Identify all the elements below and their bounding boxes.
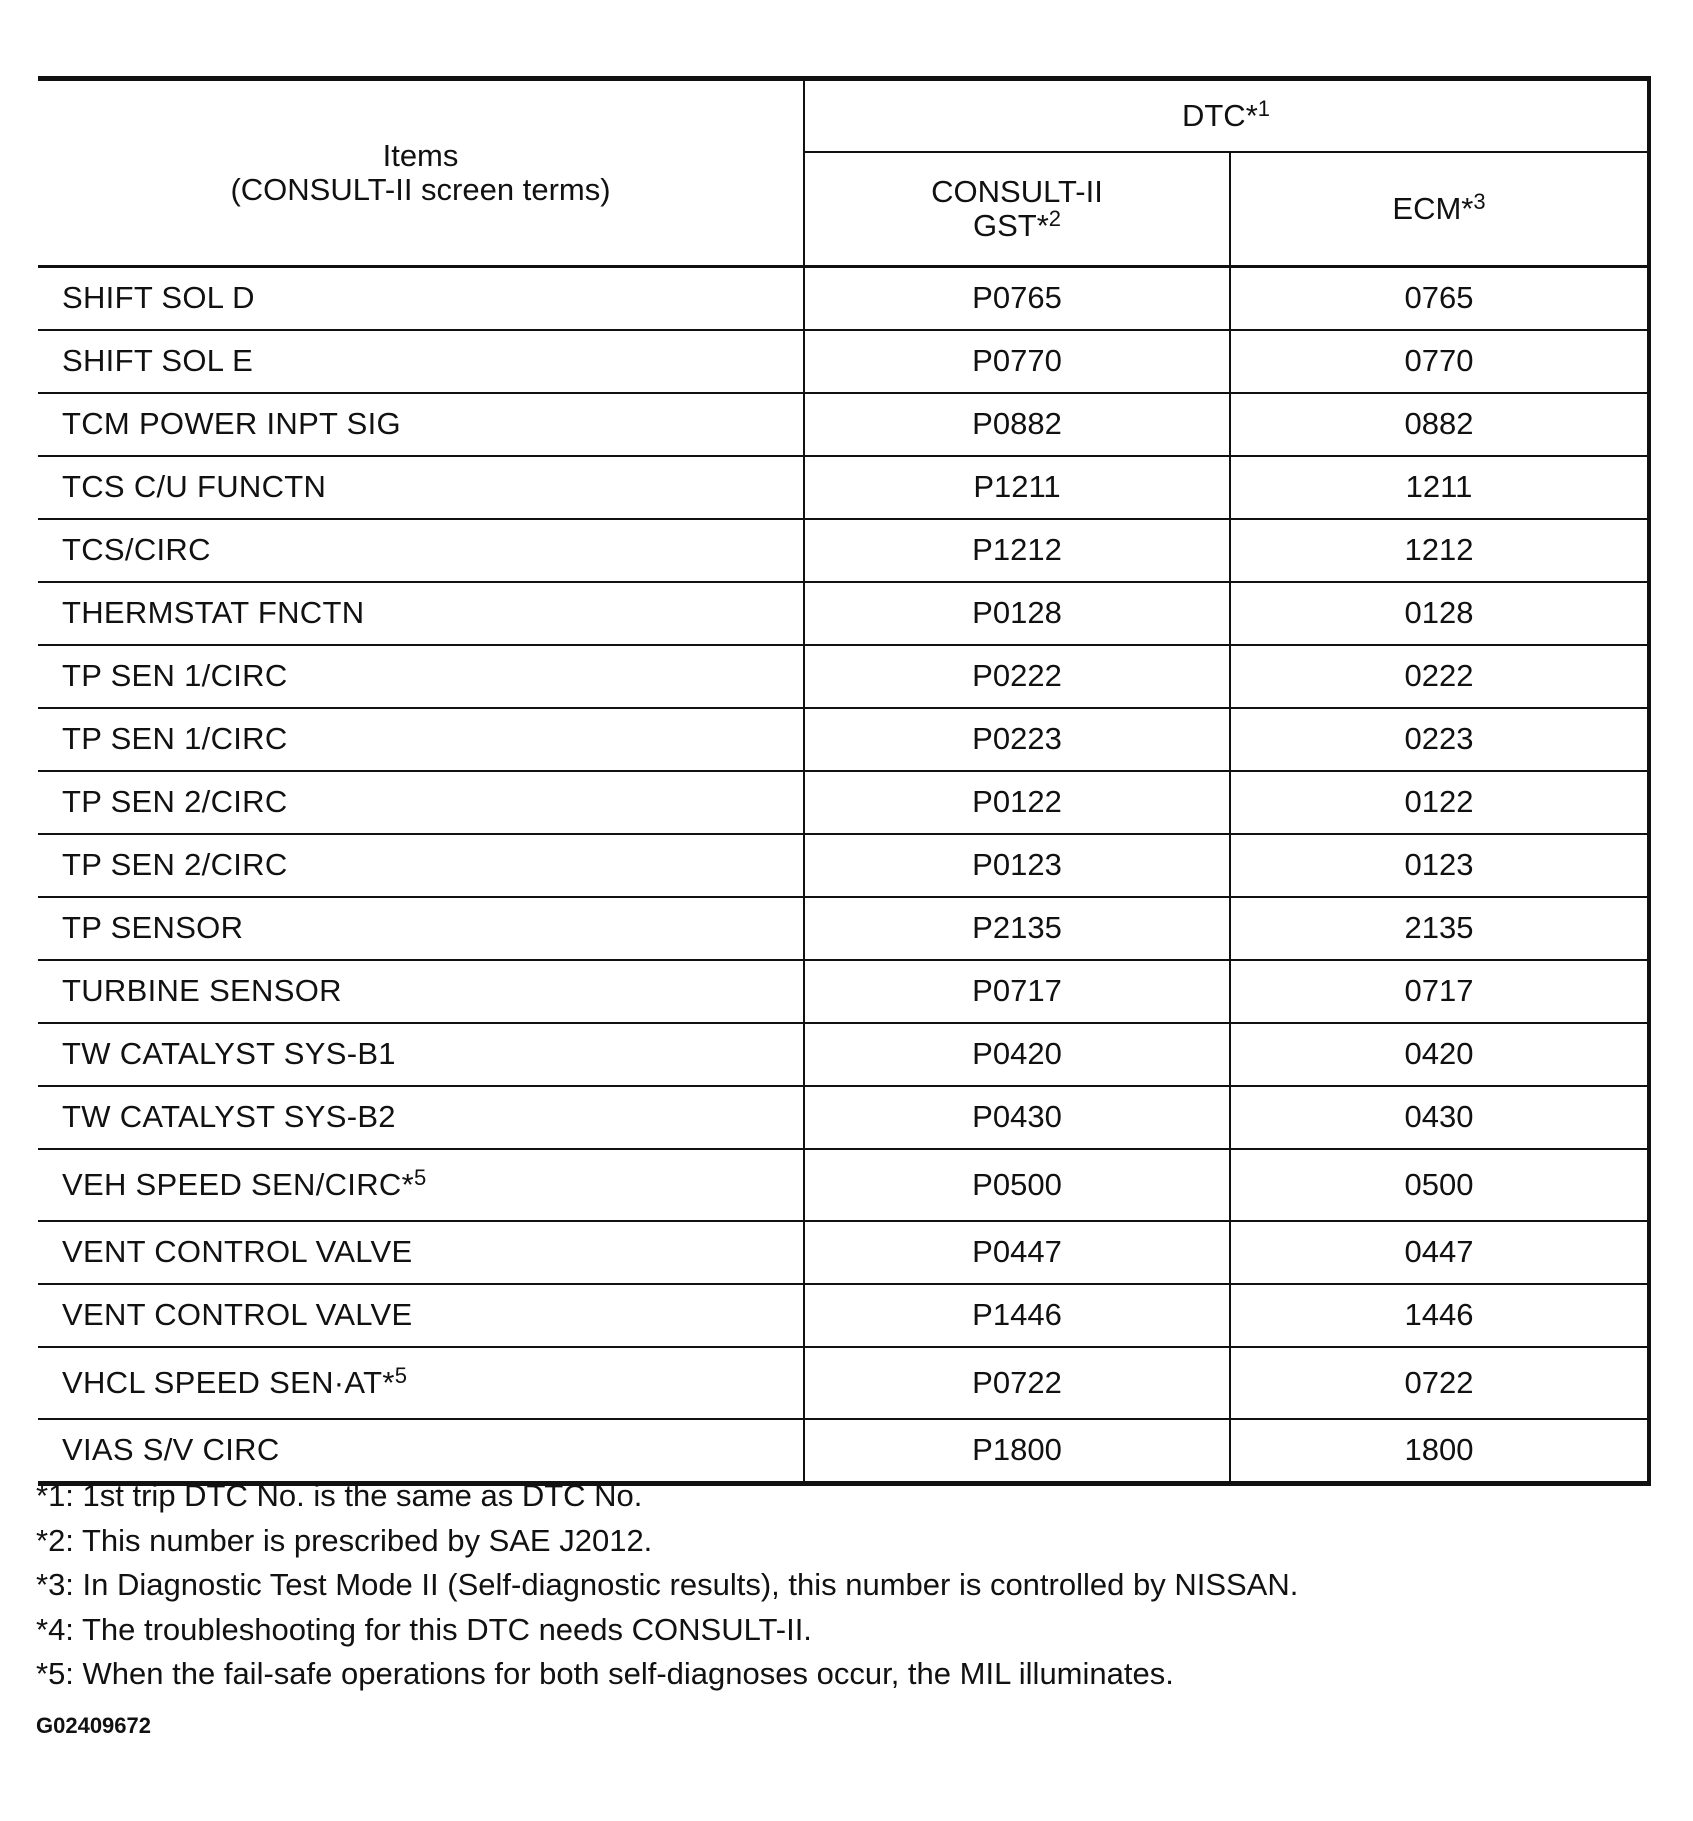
consult-gst-code: P0770 (804, 330, 1230, 393)
footnote-2: *2: This number is prescribed by SAE J2012. (36, 1522, 653, 1558)
table-row (38, 1149, 1649, 1221)
item-label: TW CATALYST SYS-B2 (62, 1099, 396, 1135)
ecm-code: 0123 (1230, 834, 1649, 897)
table-row (38, 456, 1649, 519)
item-label: TP SEN 1/CIRC (62, 721, 288, 757)
item-cell (38, 1149, 804, 1221)
consult-gst-code: P0500 (804, 1149, 1230, 1221)
item-footnote-marker: 5 (413, 1164, 427, 1190)
item-label: TCM POWER INPT SIG (62, 406, 401, 442)
ecm-code: 1212 (1230, 519, 1649, 582)
item-cell (38, 771, 804, 834)
items-header-line1: Items (382, 137, 459, 173)
item-label: THERMSTAT FNCTN (62, 595, 365, 631)
item-label: SHIFT SOL E (62, 343, 254, 379)
item-label: TP SEN 2/CIRC (62, 784, 288, 820)
dtc-table (38, 76, 1651, 1486)
footnote-1: *1: 1st trip DTC No. is the same as DTC No. (36, 1478, 643, 1513)
ecm-code: 0765 (1230, 267, 1649, 331)
footnote-3: *3: In Diagnostic Test Mode II (Self-diagnostic results), this number is controlled by NISSAN. (36, 1567, 1299, 1603)
item-cell (38, 1086, 804, 1149)
dtc-header-label: DTC* (1181, 97, 1258, 133)
consult-header-line2 (805, 206, 1229, 243)
table-row (38, 1284, 1649, 1347)
consult-header-line1: CONSULT-II (931, 173, 1103, 209)
consult-gst-code: P0430 (804, 1086, 1230, 1149)
ecm-code: 0430 (1230, 1086, 1649, 1149)
consult-gst-code: P0722 (804, 1347, 1230, 1419)
gst-label: GST* (972, 208, 1049, 243)
item-cell (38, 1347, 804, 1419)
consult-gst-code: P0765 (804, 267, 1230, 331)
item-label: VENT CONTROL VALVE (62, 1234, 413, 1270)
item-label: TCS C/U FUNCTN (62, 469, 327, 505)
ecm-code: 0882 (1230, 393, 1649, 456)
ecm-code: 0770 (1230, 330, 1649, 393)
item-label: VEH SPEED SEN/CIRC* (62, 1166, 414, 1202)
ecm-code: 1800 (1230, 1419, 1649, 1484)
consult-gst-code: P0222 (804, 645, 1230, 708)
figure-id: G02409672 (36, 1713, 151, 1738)
consult-gst-code: P0447 (804, 1221, 1230, 1284)
table-row (38, 267, 1649, 331)
table-row (38, 1347, 1649, 1419)
consult-gst-code: P0420 (804, 1023, 1230, 1086)
item-cell (38, 1023, 804, 1086)
consult-gst-code: P1211 (804, 456, 1230, 519)
dtc-footnote-marker: 1 (1257, 95, 1271, 121)
table-row (38, 330, 1649, 393)
item-cell (38, 393, 804, 456)
consult-gst-header (804, 152, 1230, 267)
item-cell (38, 519, 804, 582)
consult-gst-code: P1446 (804, 1284, 1230, 1347)
item-label: TURBINE SENSOR (62, 973, 342, 1009)
consult-gst-code: P0882 (804, 393, 1230, 456)
ecm-code: 2135 (1230, 897, 1649, 960)
item-label: TCS/CIRC (62, 532, 211, 568)
item-cell (38, 456, 804, 519)
table-row (38, 771, 1649, 834)
item-label: TW CATALYST SYS-B1 (62, 1036, 396, 1072)
item-footnote-marker: 5 (394, 1362, 408, 1388)
table-row (38, 834, 1649, 897)
ecm-code: 1446 (1230, 1284, 1649, 1347)
consult-gst-code: P0223 (804, 708, 1230, 771)
item-cell (38, 960, 804, 1023)
dtc-header (804, 79, 1649, 153)
table-row (38, 582, 1649, 645)
ecm-code: 0222 (1230, 645, 1649, 708)
item-cell (38, 582, 804, 645)
table-row (38, 393, 1649, 456)
item-label: SHIFT SOL D (62, 280, 255, 316)
table-row (38, 708, 1649, 771)
ecm-footnote-marker: 3 (1473, 188, 1486, 214)
item-label: TP SEN 2/CIRC (62, 847, 288, 883)
item-label: TP SENSOR (62, 910, 244, 946)
items-header (38, 79, 804, 267)
ecm-code: 0722 (1230, 1347, 1649, 1419)
item-label: VHCL SPEED SEN·AT* (62, 1364, 395, 1400)
consult-gst-code: P1800 (804, 1419, 1230, 1484)
items-header-line2: (CONSULT-II screen terms) (230, 172, 611, 207)
ecm-header-label: ECM* (1392, 190, 1474, 226)
table-row (38, 645, 1649, 708)
item-label: VENT CONTROL VALVE (62, 1297, 413, 1333)
footnote-4: *4: The troubleshooting for this DTC needs CONSULT-II. (36, 1611, 812, 1647)
table-row (38, 897, 1649, 960)
table-row (38, 960, 1649, 1023)
ecm-code: 0717 (1230, 960, 1649, 1023)
consult-gst-code: P2135 (804, 897, 1230, 960)
item-cell (38, 834, 804, 897)
consult-gst-code: P0123 (804, 834, 1230, 897)
ecm-code: 0122 (1230, 771, 1649, 834)
ecm-code: 0447 (1230, 1221, 1649, 1284)
item-cell (38, 897, 804, 960)
table-row (38, 1086, 1649, 1149)
consult-gst-code: P0128 (804, 582, 1230, 645)
item-cell (38, 645, 804, 708)
ecm-code: 0128 (1230, 582, 1649, 645)
item-cell (38, 708, 804, 771)
ecm-code: 1211 (1230, 456, 1649, 519)
item-label: TP SEN 1/CIRC (62, 658, 288, 694)
consult-gst-code: P0717 (804, 960, 1230, 1023)
ecm-code: 0500 (1230, 1149, 1649, 1221)
table-row (38, 1023, 1649, 1086)
item-cell (38, 1221, 804, 1284)
footnote-5: *5: When the fail-safe operations for both self-diagnoses occur, the MIL illuminates. (36, 1656, 1174, 1692)
ecm-code: 0420 (1230, 1023, 1649, 1086)
item-cell (38, 267, 804, 331)
ecm-header (1230, 152, 1649, 267)
table-row (38, 519, 1649, 582)
item-label: VIAS S/V CIRC (62, 1432, 280, 1468)
table-body (38, 267, 1649, 1484)
gst-footnote-marker: 2 (1048, 206, 1062, 231)
consult-gst-code: P0122 (804, 771, 1230, 834)
footnotes (36, 1474, 1298, 1697)
item-cell (38, 1284, 804, 1347)
ecm-code: 0223 (1230, 708, 1649, 771)
item-cell (38, 330, 804, 393)
consult-gst-code: P1212 (804, 519, 1230, 582)
table-row (38, 1221, 1649, 1284)
